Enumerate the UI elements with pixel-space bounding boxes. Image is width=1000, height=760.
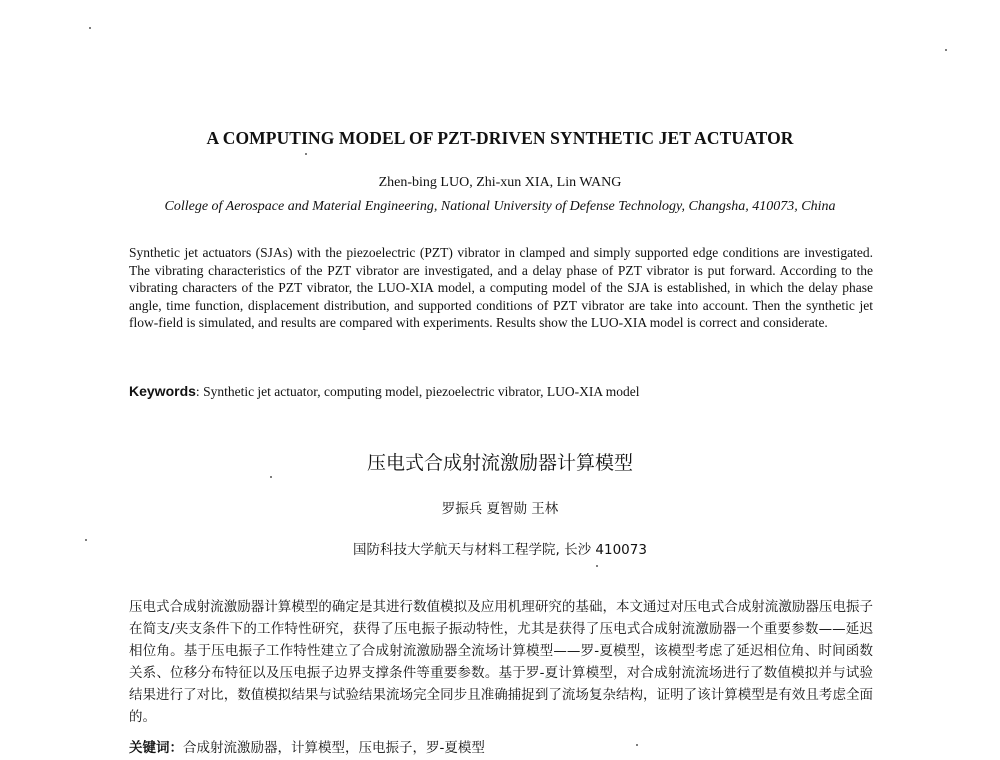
english-keywords-text: Synthetic jet actuator, computing model, piezoelectric vibrator, LUO-XIA model: [203, 384, 640, 399]
scan-speck: [85, 539, 87, 541]
chinese-keywords-text: 合成射流激励器，计算模型，压电振子，罗-夏模型: [183, 740, 485, 756]
scan-speck: [596, 565, 598, 567]
english-affiliation: College of Aerospace and Material Engineering, National University of Defense Technology, Changsha, 410073, China: [164, 199, 836, 214]
chinese-affiliation: 国防科技大学航天与材料工程学院, 长沙 410073: [353, 542, 647, 558]
chinese-title: 压电式合成射流激励器计算模型: [366, 452, 633, 474]
scan-speck: [636, 744, 638, 746]
chinese-keywords-label: 关键词：: [129, 740, 183, 756]
english-keywords: [129, 383, 873, 400]
english-authors: Zhen-bing LUO, Zhi-xun XIA, Lin WANG: [378, 175, 622, 190]
chinese-authors: 罗振兵 夏智勋 王林: [441, 501, 559, 517]
scan-speck: [305, 153, 307, 155]
chinese-keywords: [129, 736, 873, 756]
english-keywords-label: Keywords: [129, 383, 196, 399]
english-title: A COMPUTING MODEL OF PZT-DRIVEN SYNTHETIC JET ACTUATOR: [206, 128, 794, 148]
english-abstract: Synthetic jet actuators (SJAs) with the piezoelectric (PZT) vibrator in clamped and simply supported edge conditions are investigated. The vibrating characteristics of the PZT vibrator are investigated, and a delay phase of PZT vibrator is put forward. According to the vibrating characters of the PZT vibrator, the LUO-XIA model, a computing model of the SJA is established, in which the delay phase angle, time function, displacement distribution, and supported conditions of PZT vibrator are take into account. Then the synthetic jet flow-field is simulated, and results are compared with experiments. Results show the LUO-XIA model is correct and considerate.: [129, 245, 873, 331]
chinese-abstract: 压电式合成射流激励器计算模型的确定是其进行数值模拟及应用机理研究的基础，本文通过对压电式合成射流激励器压电振子在简支/夹支条件下的工作特性研究，获得了压电振子振动特性，尤其是获得了压电式合成射流激励器一个重要参数——延迟相位角。基于压电振子工作特性建立了合成射流激励器全流场计算模型——罗-夏模型，该模型考虑了延迟相位角、时间函数关系、位移分布特征以及压电振子边界支撑条件等重要参数。基于罗-夏计算模型，对合成射流流场进行了数值模拟并与试验结果进行了对比，数值模拟结果与试验结果流场完全同步且准确捕捉到了流场复杂结构，证明了该计算模型是有效且考虑全面的。: [129, 599, 873, 725]
scan-speck: [89, 27, 91, 29]
scan-speck: [945, 49, 947, 51]
scan-speck: [270, 476, 272, 478]
english-keywords-separator: :: [195, 384, 204, 399]
